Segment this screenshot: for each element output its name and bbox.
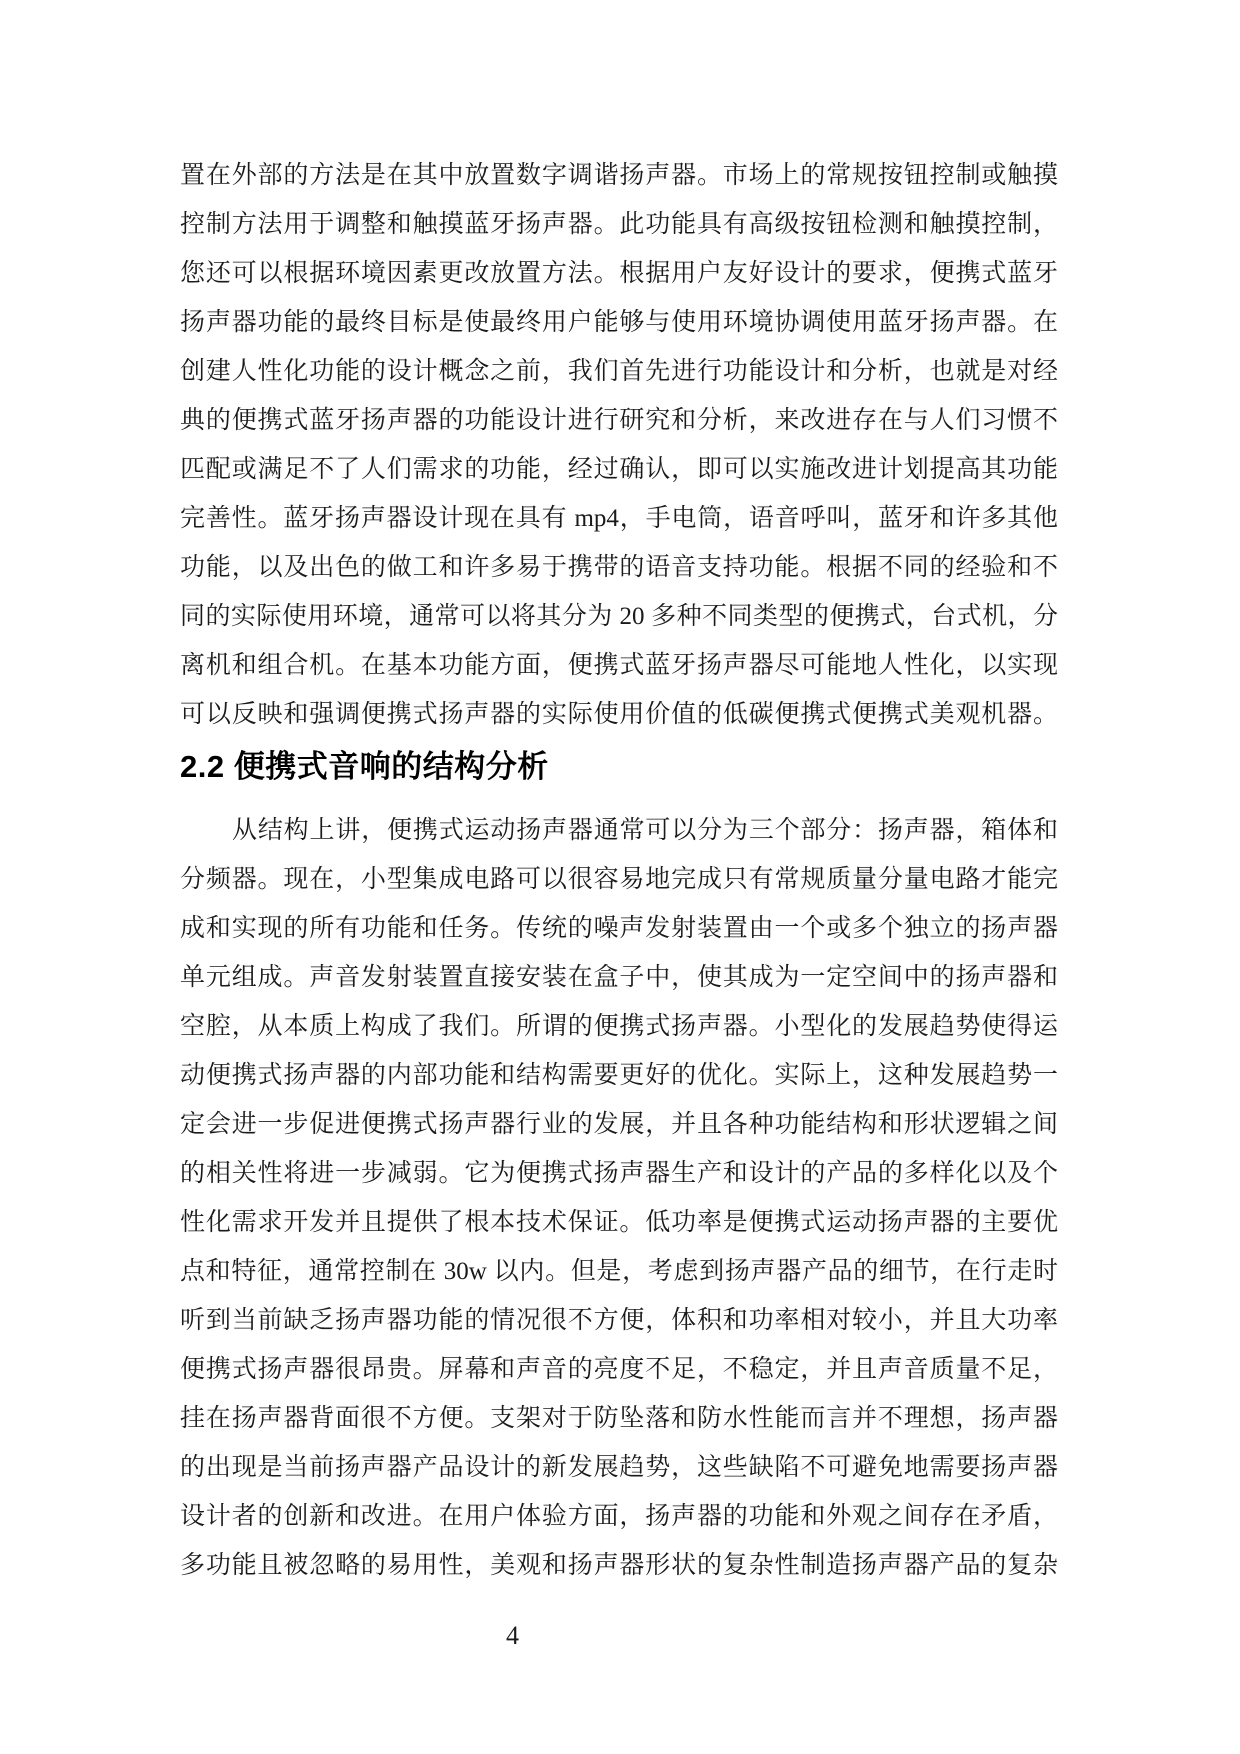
text-line: 同的实际使用环境，通常可以将其分为 20 多种不同类型的便携式，台式机，分 xyxy=(180,603,1058,630)
text-line: 可以反映和强调便携式扬声器的实际使用价值的低碳便携式便携式美观机器。 xyxy=(180,701,1058,728)
text-line: 的相关性将进一步减弱。它为便携式扬声器生产和设计的产品的多样化以及个 xyxy=(180,1160,1058,1187)
paragraph-structure-analysis xyxy=(180,806,1058,1590)
text-line: 离机和组合机。在基本功能方面，便携式蓝牙扬声器尽可能地人性化，以实现 xyxy=(180,652,1058,679)
text-line: 设计者的创新和改进。在用户体验方面，扬声器的功能和外观之间存在矛盾， xyxy=(180,1503,1058,1530)
text-line: 便携式扬声器很昂贵。屏幕和声音的亮度不足，不稳定，并且声音质量不足， xyxy=(180,1356,1058,1383)
text-line: 您还可以根据环境因素更改放置方法。根据用户友好设计的要求，便携式蓝牙 xyxy=(180,260,1058,287)
text-line: 定会进一步促进便携式扬声器行业的发展，并且各种功能结构和形状逻辑之间 xyxy=(180,1111,1058,1138)
text-line: 成和实现的所有功能和任务。传统的噪声发射装置由一个或多个独立的扬声器 xyxy=(180,915,1058,942)
text-line: 扬声器功能的最终目标是使最终用户能够与使用环境协调使用蓝牙扬声器。在 xyxy=(180,309,1058,336)
text-line: 点和特征，通常控制在 30w 以内。但是，考虑到扬声器产品的细节，在行走时 xyxy=(180,1258,1058,1285)
text-line: 置在外部的方法是在其中放置数字调谐扬声器。市场上的常规按钮控制或触摸 xyxy=(180,162,1058,189)
text-line: 从结构上讲，便携式运动扬声器通常可以分为三个部分：扬声器，箱体和 xyxy=(232,817,1058,844)
text-line: 分频器。现在，小型集成电路可以很容易地完成只有常规质量分量电路才能完 xyxy=(180,866,1058,893)
text-line: 多功能且被忽略的易用性，美观和扬声器形状的复杂性制造扬声器产品的复杂 xyxy=(180,1552,1058,1579)
text-line: 创建人性化功能的设计概念之前，我们首先进行功能设计和分析，也就是对经 xyxy=(180,358,1058,385)
text-line: 空腔，从本质上构成了我们。所谓的便携式扬声器。小型化的发展趋势使得运 xyxy=(180,1013,1058,1040)
text-line: 典的便携式蓝牙扬声器的功能设计进行研究和分析，来改进存在与人们习惯不 xyxy=(180,407,1058,434)
text-line: 匹配或满足不了人们需求的功能，经过确认，即可以实施改进计划提高其功能 xyxy=(180,456,1058,483)
text-line: 动便携式扬声器的内部功能和结构需要更好的优化。实际上，这种发展趋势一 xyxy=(180,1062,1058,1089)
page-number: 4 xyxy=(506,1621,519,1650)
text-line: 的出现是当前扬声器产品设计的新发展趋势，这些缺陷不可避免地需要扬声器 xyxy=(180,1454,1058,1481)
text-line: 听到当前缺乏扬声器功能的情况很不方便，体积和功率相对较小，并且大功率 xyxy=(180,1307,1058,1334)
section-heading: 2.2 便携式音响的结构分析 xyxy=(180,749,549,784)
text-line: 功能，以及出色的做工和许多易于携带的语音支持功能。根据不同的经验和不 xyxy=(180,554,1058,581)
paragraph-continuation xyxy=(180,151,1058,739)
text-line: 控制方法用于调整和触摸蓝牙扬声器。此功能具有高级按钮检测和触摸控制， xyxy=(180,211,1058,238)
text-line: 性化需求开发并且提供了根本技术保证。低功率是便携式运动扬声器的主要优 xyxy=(180,1209,1058,1236)
text-line: 完善性。蓝牙扬声器设计现在具有 mp4，手电筒，语音呼叫，蓝牙和许多其他 xyxy=(180,505,1058,532)
text-line: 挂在扬声器背面很不方便。支架对于防坠落和防水性能而言并不理想，扬声器 xyxy=(180,1405,1058,1432)
page-content xyxy=(180,151,1058,1590)
text-line: 单元组成。声音发射装置直接安装在盒子中，使其成为一定空间中的扬声器和 xyxy=(180,964,1058,991)
